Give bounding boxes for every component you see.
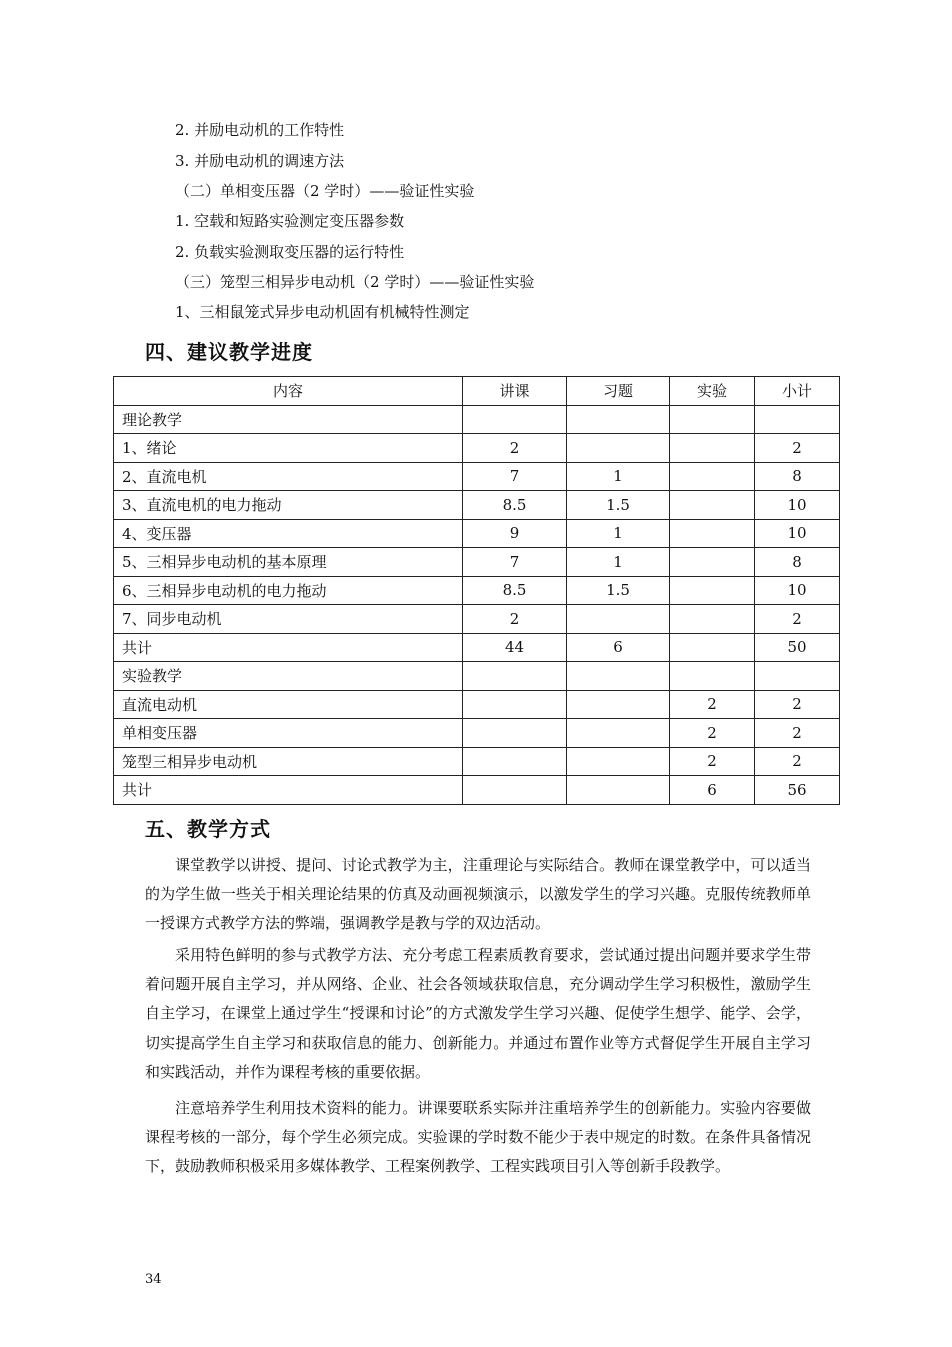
value-cell: 1.5 xyxy=(567,576,670,605)
value-cell xyxy=(567,690,670,719)
row-label-cell: 共计 xyxy=(114,633,463,662)
section-heading: 五、教学方式 xyxy=(145,817,271,841)
value-cell xyxy=(463,719,567,748)
value-cell xyxy=(670,576,755,605)
value-cell: 2 xyxy=(755,719,840,748)
row-label-cell: 6、三相异步电动机的电力拖动 xyxy=(114,576,463,605)
value-cell: 2 xyxy=(755,747,840,776)
text-line: （二）单相变压器（2 学时）——验证性实验 xyxy=(175,182,475,200)
value-cell: 56 xyxy=(755,776,840,805)
value-cell: 2 xyxy=(670,747,755,776)
value-cell: 10 xyxy=(755,519,840,548)
value-cell: 8 xyxy=(755,462,840,491)
table-row xyxy=(114,434,840,463)
row-label-cell: 直流电动机 xyxy=(114,690,463,719)
value-cell: 44 xyxy=(463,633,567,662)
column-header: 习题 xyxy=(567,377,670,406)
value-cell: 6 xyxy=(567,633,670,662)
text-line: 1、三相鼠笼式异步电动机固有机械特性测定 xyxy=(175,303,470,321)
value-cell: 6 xyxy=(670,776,755,805)
table-body xyxy=(114,405,840,804)
row-label-cell: 笼型三相异步电动机 xyxy=(114,747,463,776)
value-cell: 1 xyxy=(567,462,670,491)
value-cell: 7 xyxy=(463,462,567,491)
text-line: （三）笼型三相异步电动机（2 学时）——验证性实验 xyxy=(175,273,535,291)
value-cell: 7 xyxy=(463,548,567,577)
page-number: 34 xyxy=(145,1272,162,1287)
schedule-table xyxy=(113,376,840,805)
value-cell xyxy=(755,662,840,691)
value-cell xyxy=(567,605,670,634)
column-header: 内容 xyxy=(114,377,463,406)
table-row xyxy=(114,405,840,434)
value-cell xyxy=(463,405,567,434)
value-cell: 2 xyxy=(670,690,755,719)
row-label-cell: 7、同步电动机 xyxy=(114,605,463,634)
value-cell xyxy=(755,405,840,434)
row-label-cell: 4、变压器 xyxy=(114,519,463,548)
table-row xyxy=(114,633,840,662)
value-cell xyxy=(670,519,755,548)
row-label-cell: 理论教学 xyxy=(114,405,463,434)
value-cell: 1 xyxy=(567,548,670,577)
row-label-cell: 5、三相异步电动机的基本原理 xyxy=(114,548,463,577)
table-row xyxy=(114,462,840,491)
table-row xyxy=(114,519,840,548)
value-cell: 10 xyxy=(755,576,840,605)
table-row xyxy=(114,662,840,691)
value-cell xyxy=(670,548,755,577)
value-cell: 2 xyxy=(670,719,755,748)
table-row xyxy=(114,719,840,748)
value-cell xyxy=(567,776,670,805)
text-line: 2. 并励电动机的工作特性 xyxy=(175,121,345,139)
column-header: 讲课 xyxy=(463,377,567,406)
table-row xyxy=(114,605,840,634)
value-cell xyxy=(567,405,670,434)
table-row xyxy=(114,747,840,776)
value-cell: 50 xyxy=(755,633,840,662)
value-cell: 2 xyxy=(755,605,840,634)
value-cell xyxy=(670,462,755,491)
text-line: 3. 并励电动机的调速方法 xyxy=(175,152,345,170)
section-heading: 四、建议教学进度 xyxy=(145,340,313,364)
row-label-cell: 2、直流电机 xyxy=(114,462,463,491)
value-cell: 2 xyxy=(755,690,840,719)
column-header: 小计 xyxy=(755,377,840,406)
value-cell: 9 xyxy=(463,519,567,548)
row-label-cell: 3、直流电机的电力拖动 xyxy=(114,491,463,520)
row-label-cell: 1、绪论 xyxy=(114,434,463,463)
table-row xyxy=(114,690,840,719)
value-cell xyxy=(670,405,755,434)
text-line: 2. 负载实验测取变压器的运行特性 xyxy=(175,243,405,261)
value-cell xyxy=(463,690,567,719)
value-cell: 8.5 xyxy=(463,576,567,605)
value-cell xyxy=(567,662,670,691)
value-cell: 1.5 xyxy=(567,491,670,520)
paragraph: 课堂教学以讲授、提问、讨论式教学为主，注重理论与实际结合。教师在课堂教学中，可以适当的为学生做一些关于相关理论结果的仿真及动画视频演示，以激发学生的学习兴趣。克服传统教师单一授课方式教学方法的弊端，强调教学是教与学的双边活动。 xyxy=(145,856,811,933)
column-header: 实验 xyxy=(670,377,755,406)
value-cell xyxy=(670,491,755,520)
value-cell: 2 xyxy=(463,434,567,463)
value-cell: 2 xyxy=(755,434,840,463)
text-line: 1. 空载和短路实验测定变压器参数 xyxy=(175,212,405,230)
value-cell: 8.5 xyxy=(463,491,567,520)
value-cell xyxy=(670,633,755,662)
table-header-row xyxy=(114,377,840,406)
value-cell: 10 xyxy=(755,491,840,520)
table-row xyxy=(114,576,840,605)
value-cell xyxy=(463,662,567,691)
paragraph: 采用特色鲜明的参与式教学方法、充分考虑工程素质教育要求，尝试通过提出问题并要求学生带着问题开展自主学习，并从网络、企业、社会各领域获取信息，充分调动学生学习积极性，激励学生自主学习，在课堂上通过学生“授课和讨论”的方式激发学生学习兴趣、促使学生想学、能学、会学，切实提高学生自主学习和获取信息的能力、创新能力。并通过布置作业等方式督促学生开展自主学习和实践活动，并作为课程考核的重要依据。 xyxy=(145,946,811,1081)
value-cell: 8 xyxy=(755,548,840,577)
value-cell xyxy=(567,747,670,776)
value-cell xyxy=(463,776,567,805)
table-row xyxy=(114,776,840,805)
table-row xyxy=(114,491,840,520)
value-cell xyxy=(567,719,670,748)
value-cell: 1 xyxy=(567,519,670,548)
table-row xyxy=(114,548,840,577)
row-label-cell: 单相变压器 xyxy=(114,719,463,748)
row-label-cell: 共计 xyxy=(114,776,463,805)
value-cell xyxy=(463,747,567,776)
row-label-cell: 实验教学 xyxy=(114,662,463,691)
value-cell xyxy=(567,434,670,463)
value-cell: 2 xyxy=(463,605,567,634)
paragraph: 注意培养学生利用技术资料的能力。讲课要联系实际并注重培养学生的创新能力。实验内容要做课程考核的一部分，每个学生必须完成。实验课的学时数不能少于表中规定的时数。在条件具备情况下，鼓励教师积极采用多媒体教学、工程案例教学、工程实践项目引入等创新手段教学。 xyxy=(145,1099,811,1176)
value-cell xyxy=(670,605,755,634)
value-cell xyxy=(670,434,755,463)
value-cell xyxy=(670,662,755,691)
